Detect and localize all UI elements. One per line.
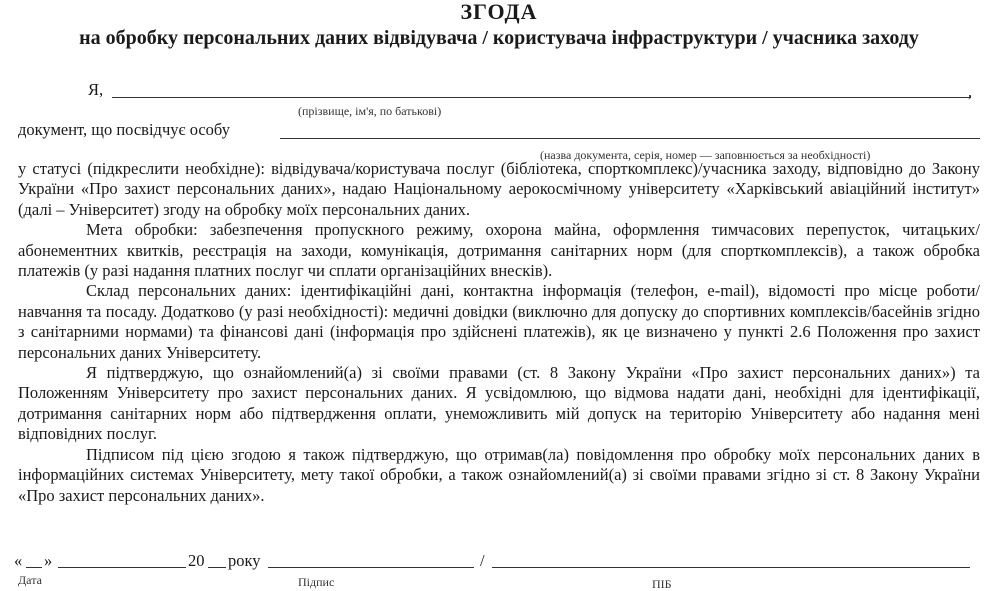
month-field[interactable] (58, 567, 186, 568)
name-comma: , (968, 82, 973, 101)
signature-caption: Підпис (298, 575, 335, 589)
date-close-quote: » (44, 551, 53, 570)
paragraph-purpose: Мета обробки: забезпечення пропускного режиму, охорона майна, оформлення тимчасових перепусток, читацьких/абонементних квитків, реєстрація на заходи, комунікація, дотримання санітарних норм (для спорткомплексів), а також обробка платежів (у разі надання платних послуг чи сплати організаційних внесків). (18, 220, 980, 281)
year-suffix: року (228, 551, 261, 570)
full-name-field[interactable] (492, 567, 970, 568)
name-caption: (прізвище, ім'я, по батькові) (298, 104, 442, 118)
document-subtitle: на обробку персональних даних відвідувача / користувача інфраструктури / учасника заходу (79, 27, 919, 49)
full-name-caption: ПІБ (652, 577, 672, 591)
day-field[interactable] (26, 567, 42, 568)
document-title: ЗГОДА (460, 0, 538, 24)
paragraph-signature-confirmation: Підписом під цією згодою я також підтверджую, що отримав(ла) повідомлення про обробку моїх персональних даних в інформаційних системах Університету, мету такої обробки, а також ознайомлений(а) зі своїми правами згідно зі ст. 8 Закону України «Про захист персональних даних». (18, 444, 980, 505)
date-open-quote: « (14, 551, 23, 570)
paragraph-data-composition: Склад персональних даних: ідентифікаційні дані, контактна інформація (телефон, e-mail), відомості про місце роботи/навчання та посаду. Додатково (у разі необхідності): медичні довідки (виключно для допуску до спортивних комплексів/басейнів згідно з санітарними нормами) та фінансові дані (інформація про здійснені платежів), як це визначено у пункті 2.6 Положення про захист персональних даних Університету. (18, 281, 980, 362)
year-prefix: 20 (188, 551, 205, 570)
document-label: документ, що посвідчує особу (18, 120, 230, 139)
date-caption: Дата (18, 573, 42, 587)
year-field[interactable] (208, 567, 226, 568)
document-caption: (назва документа, серія, номер — заповнюється за необхідності) (540, 148, 871, 162)
document-field[interactable] (280, 138, 980, 139)
paragraph-status: у статусі (підкреслити необхідне): відвідувача/користувача послуг (бібліотека, спорткомплекс)/учасника заходу, відповідно до Закону України «Про захист персональних даних», надаю Національному аерокосмічному університету «Харківський авіаційний інститут» (далі – Університет) згоду на обробку моїх персональних даних. (18, 159, 980, 219)
name-field[interactable] (112, 97, 970, 98)
signature-field[interactable] (268, 567, 474, 568)
paragraph-acknowledgement: Я підтверджую, що ознайомлений(а) зі своїми правами (ст. 8 Закону України «Про захист персональних даних») та Положенням Університету про захист персональних даних. Я усвідомлюю, що відмова надати дані, необхідні для ідентифікації, дотримання санітарних норм або підтвердження оплати, унеможливить мій допуск на територію Університету або надання мені відповідних послуг. (18, 363, 980, 444)
signature-separator: / (480, 551, 485, 570)
consent-body (18, 159, 980, 506)
name-prefix: Я, (88, 80, 104, 99)
